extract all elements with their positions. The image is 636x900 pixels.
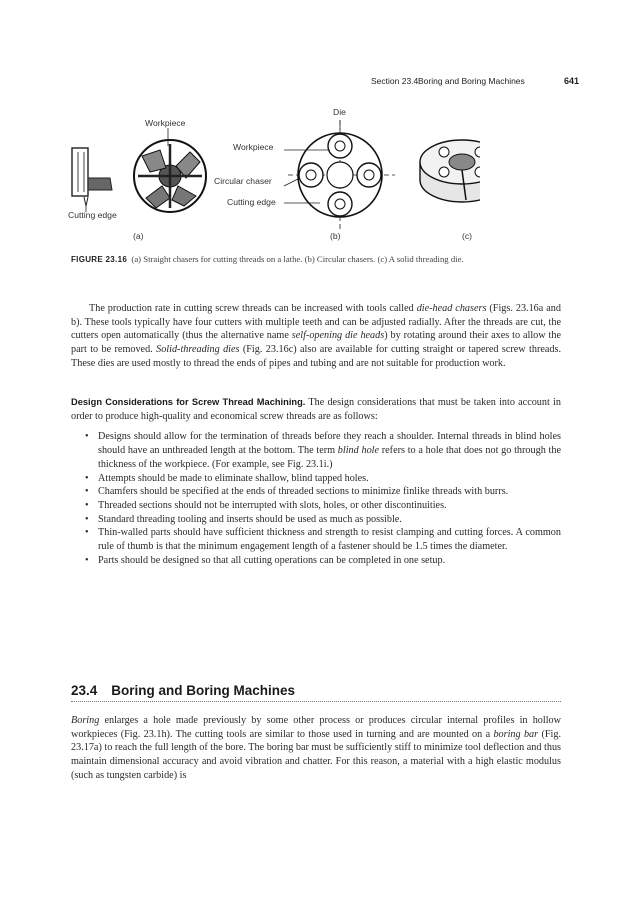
figure-caption — [71, 253, 561, 267]
straight-chasers-drawing — [72, 128, 206, 212]
para1-text-2: (Figs. 23.16a and b). These tools typically have four cutters with multiple teeth and can be adjusted radially. After the threads are cut, the cutters open automatically (thus the alternative name — [71, 303, 561, 342]
paragraph-boring — [71, 714, 561, 783]
section-heading — [71, 683, 561, 702]
caption-label: FIGURE 23.16 — [71, 255, 128, 264]
list-item: • Threaded sections should not be interrupted with slots, holes, or other discontinuities. — [83, 499, 561, 513]
header-section: Section 23.4 — [371, 76, 419, 86]
header-title: Boring and Boring Machines — [418, 76, 525, 86]
list-item: • Attempts should be made to eliminate shallow, blind tapped holes. — [83, 472, 561, 486]
subfigure-label-c: (c) — [462, 231, 473, 241]
label-cutting-edge-b: Cutting edge — [227, 197, 276, 207]
subfigure-label-b: (b) — [330, 231, 341, 241]
para1-term-die-head-chasers: die-head chasers — [416, 303, 487, 314]
section-title: Boring and Boring Machines — [111, 683, 296, 698]
solid-threading-die-drawing — [420, 140, 480, 202]
design-intro: The design considerations that must be taken into account in order to produce high-quality and economical screw threads are as follows: — [71, 397, 561, 422]
para1-text-3: ) by rotating around their axes to allow the part to be removed. — [71, 330, 561, 356]
design-considerations — [71, 396, 561, 567]
para1-term-self-opening: self-opening die heads — [291, 330, 385, 342]
para2-text-1: enlarges a hole made previously by some other process or produces circular internal profiles in hollow workpieces (Fig. 23.1h). The cutting tools are similar to those used in turning and are mounted on a — [71, 715, 561, 740]
bullet-1-text-b: refers to a hole that does not go through the thickness of the workpiece. (For example, see Fig. 23.1i.) — [98, 445, 561, 470]
design-bullet-list — [83, 430, 561, 567]
figure-23-16 — [60, 100, 480, 250]
label-die: Die — [333, 107, 346, 117]
list-item — [83, 430, 561, 471]
para2-term-boring: Boring — [71, 715, 100, 726]
bullet-1-text-a: Designs should allow for the termination of threads before they reach a shoulder. Internal threads in blind holes should have an unthreaded length at the bottom. The term — [98, 431, 561, 457]
list-item: • Chamfers should be specified at the ends of threaded sections to minimize finlike threads with burrs. — [83, 485, 561, 499]
list-item: • Thin-walled parts should have sufficient thickness and strength to resist clamping and cutting forces. A common rule of thumb is that the minimum engagement length of a fastener should be 1.5 times the diameter. — [83, 526, 561, 553]
caption-text: (a) Straight chasers for cutting threads on a lathe. (b) Circular chasers. (c) A solid threading die. — [131, 254, 464, 264]
para2-text-2: (Fig. 23.17a) to reach the full length of the bore. The boring bar must be sufficiently stiff to minimize tool deflection and thus maintain dimensional accuracy and avoid vibration and chatter. For this reason, a material with a high elastic modulus (such as tungsten carbide) is — [71, 728, 561, 781]
bullet-1-term: blind hole — [337, 445, 380, 457]
section-number: 23.4 — [71, 683, 98, 698]
label-workpiece-b: Workpiece — [233, 142, 274, 152]
label-circular-chaser: Circular chaser — [214, 176, 272, 186]
circular-chasers-drawing — [284, 120, 395, 232]
list-item: • Standard threading tooling and inserts should be used as much as possible. — [83, 513, 561, 527]
para1-term-solid-threading: Solid-threading dies — [156, 344, 240, 356]
label-workpiece-a: Workpiece — [145, 118, 186, 128]
para1-text-1: The production rate in cutting screw threads can be increased with tools called — [89, 303, 417, 314]
para1-text-4: (Fig. 23.16c) also are available for cutting straight or tapered screw threads. These dies are used mostly to thread the ends of pipes and tubing and are not suitable for production work. — [71, 344, 561, 369]
label-cutting-edge-a: Cutting edge — [68, 210, 117, 220]
design-heading: Design Considerations for Screw Thread Machining. — [71, 397, 306, 407]
para2-term-boring-bar: boring bar — [493, 728, 539, 740]
list-item: • Parts should be designed so that all cutting operations can be completed in one setup. — [83, 554, 561, 568]
paragraph-die-head-chasers — [71, 302, 561, 371]
subfigure-label-a: (a) — [133, 231, 144, 241]
page-number: 641 — [564, 76, 580, 86]
